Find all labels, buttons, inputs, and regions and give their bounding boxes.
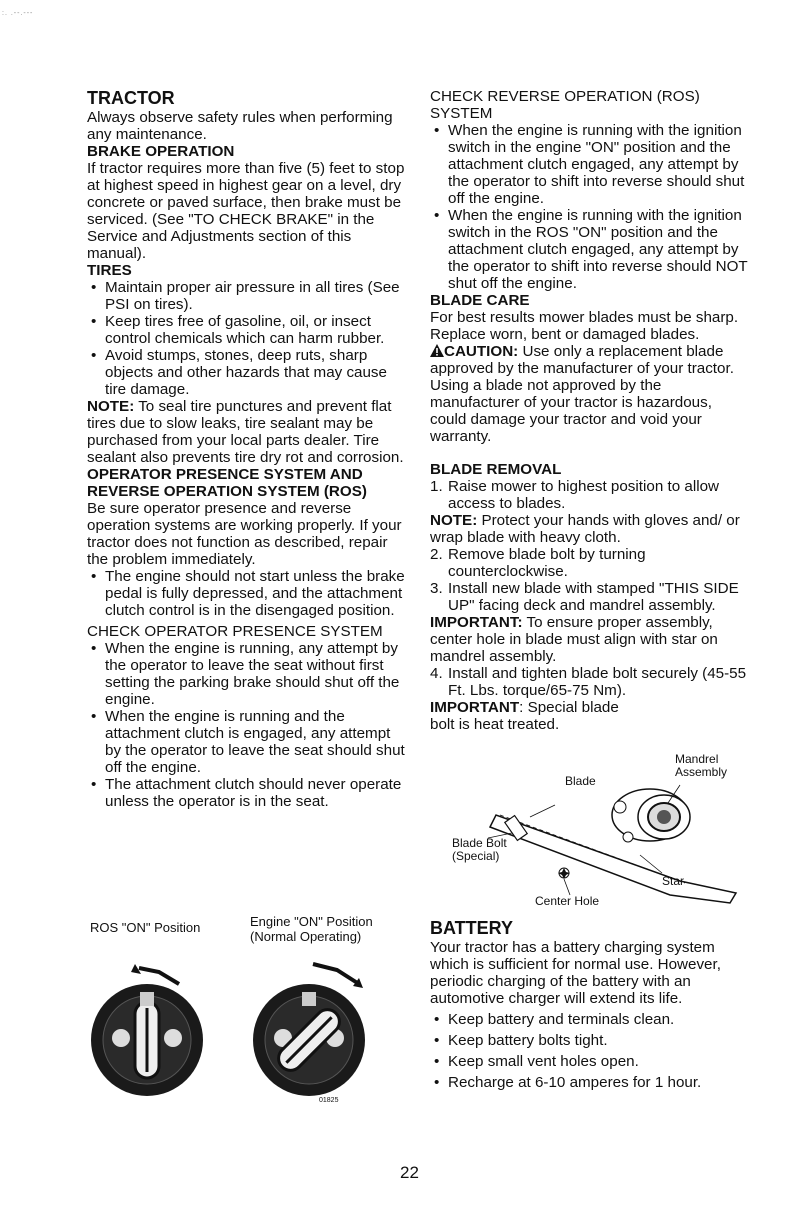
important-label: IMPORTANT <box>430 699 520 716</box>
engine-position-caption: Engine "ON" Position (Normal Operating) <box>250 914 373 944</box>
warning-triangle-icon <box>430 344 444 357</box>
caution-text <box>430 343 748 445</box>
engine-switch-icon <box>253 964 365 1096</box>
ops-list <box>87 568 407 619</box>
step-text: Install new blade with stamped "THIS SIDE UP" facing deck and mandrel assembly. <box>448 580 739 614</box>
list-item: • Keep small vent holes open. <box>430 1053 748 1070</box>
list-item: • When the engine is running with the ignition switch in the engine "ON" position and the attachment clutch engaged, any attempt by the operator to shift into reverse should shut off the engine. <box>430 122 748 207</box>
tractor-heading: TRACTOR <box>87 88 175 108</box>
battery-section <box>430 918 748 1091</box>
ros-switch-icon <box>91 964 203 1096</box>
ignition-switch-figure <box>87 912 407 1132</box>
step-text: Raise mower to highest position to allow access to blades. <box>448 478 719 512</box>
center-hole-label: Center Hole <box>535 894 600 908</box>
ops-text: Be sure operator presence and reverse operation systems are working properly. If your tractor does not function as described, repair the problem immediately. <box>87 500 402 568</box>
blade-care-heading: BLADE CARE <box>430 292 530 309</box>
list-item: • Recharge at 6-10 amperes for 1 hour. <box>430 1074 748 1091</box>
tire-note <box>87 398 407 466</box>
list-item <box>430 665 748 699</box>
step-text: Install and tighten blade bolt securely (45-55 Ft. Lbs. torque/65-75 Nm). <box>448 665 747 699</box>
blade-care-text: For best results mower blades must be sharp. Replace worn, bent or damaged blades. <box>430 309 739 343</box>
step-number: 4. <box>430 665 443 682</box>
right-column <box>430 88 748 733</box>
check-ops-heading: CHECK OPERATOR PRESENCE SYSTEM <box>87 623 383 640</box>
brake-heading: BRAKE OPERATION <box>87 143 235 160</box>
page-number: 22 <box>400 1163 419 1182</box>
note-text: To seal tire punctures and prevent flat tires due to slow leaks, tire sealant may be purchased from your local parts dealer. Tire sealant also prevents tire dry rot and corrosion. <box>87 398 404 466</box>
important-note-2 <box>430 699 630 733</box>
ignition-switch-drawing <box>87 950 407 1110</box>
blade-note <box>430 512 748 546</box>
list-item <box>430 478 748 512</box>
important-text: : Special blade bolt is heat treated. <box>430 699 619 733</box>
scan-margin-mark: :. .--.--- <box>2 10 34 17</box>
mandrel-label: Mandrel Assembly <box>675 752 728 779</box>
list-item: • When the engine is running with the ignition switch in the ROS "ON" position and the attachment clutch engaged, any attempt by the operator to shift into reverse should NOT shut off the engine. <box>430 207 748 292</box>
list-item: • Maintain proper air pressure in all tires (See PSI on tires). <box>87 279 407 313</box>
list-item: • The engine should not start unless the brake pedal is fully depressed, and the attachment clutch control is in the disengaged position. <box>87 568 407 619</box>
battery-text: Your tractor has a battery charging system which is sufficient for normal use. However, periodic charging of the battery with an automotive charger will extend its life. <box>430 939 721 1007</box>
check-ops-list <box>87 640 407 810</box>
step-text: Remove blade bolt by turning counterclockwise. <box>448 546 646 580</box>
list-item: • When the engine is running and the attachment clutch is engaged, any attempt by the operator to leave the seat should shut off the engine. <box>87 708 407 776</box>
important-note-1 <box>430 614 748 665</box>
star-label: Star <box>662 874 685 888</box>
blade-bolt-label: Blade Bolt (Special) <box>452 836 507 863</box>
check-ros-list <box>430 122 748 292</box>
list-item: • Avoid stumps, stones, deep ruts, sharp objects and other hazards that may cause tire damage. <box>87 347 407 398</box>
caution-label: CAUTION: <box>444 343 519 360</box>
tractor-text: Always observe safety rules when performing any maintenance. <box>87 109 393 143</box>
ops-heading: OPERATOR PRESENCE SYSTEM AND REVERSE OPERATION SYSTEM (ROS) <box>87 466 367 500</box>
important-text: To ensure proper assembly, center hole in blade must align with star on mandrel assembly. <box>430 614 718 665</box>
blade-assembly-figure <box>430 745 748 908</box>
step-number: 1. <box>430 478 443 495</box>
tires-list <box>87 279 407 398</box>
list-item: • Keep battery and terminals clean. <box>430 1011 748 1028</box>
list-item <box>430 546 748 580</box>
important-label: IMPORTANT: <box>430 614 523 631</box>
list-item: • When the engine is running, any attempt by the operator to leave the seat without first setting the parking brake should shut off the engine. <box>87 640 407 708</box>
note-label: NOTE: <box>430 512 478 529</box>
ros-position-caption: ROS "ON" Position <box>90 920 201 935</box>
blade-removal-heading: BLADE REMOVAL <box>430 461 562 478</box>
blade-label: Blade <box>565 774 596 788</box>
figure-code: 01825 <box>319 1097 339 1104</box>
list-item: • Keep tires free of gasoline, oil, or insect control chemicals which can harm rubber. <box>87 313 407 347</box>
list-item <box>430 580 748 614</box>
note-label: NOTE: <box>87 398 135 415</box>
blade-removal-steps <box>430 478 748 512</box>
check-ros-heading: CHECK REVERSE OPERATION (ROS) SYSTEM <box>430 88 700 122</box>
step-number: 3. <box>430 580 443 597</box>
brake-text: If tractor requires more than five (5) feet to stop at highest speed in highest gear on a level, dry concrete or paved surface, then brake must be serviced. (See "TO CHECK BRAKE" in the Service and Adjustments section of this manual). <box>87 160 405 262</box>
mandrel-assembly-icon <box>612 789 690 842</box>
step-number: 2. <box>430 546 443 563</box>
blade-removal-steps-3 <box>430 665 748 699</box>
left-column <box>87 88 407 810</box>
blade-removal-steps-2 <box>430 546 748 614</box>
list-item: • The attachment clutch should never operate unless the operator is in the seat. <box>87 776 407 810</box>
tires-heading: TIRES <box>87 262 132 279</box>
battery-list <box>430 1011 748 1091</box>
list-item: • Keep battery bolts tight. <box>430 1032 748 1049</box>
battery-heading: BATTERY <box>430 918 513 938</box>
note-text: Protect your hands with gloves and/ or wrap blade with heavy cloth. <box>430 512 740 546</box>
caution-body: Use only a replacement blade approved by the manufacturer of your tractor. Using a blade not approved by the manufacturer of your tractor is hazardous, could damage your tractor and void your warranty. <box>430 343 734 445</box>
